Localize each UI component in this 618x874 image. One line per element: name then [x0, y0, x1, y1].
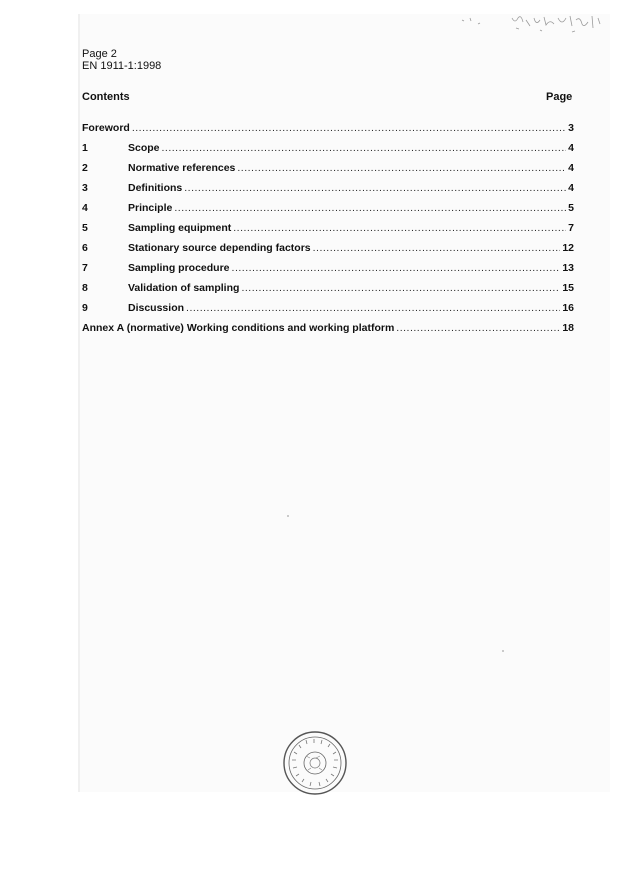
- toc-entry-number: 4: [82, 202, 88, 214]
- toc-entry-number: 6: [82, 242, 88, 254]
- toc-entry-number: 1: [82, 142, 88, 154]
- toc-entry-number: 9: [82, 302, 88, 314]
- toc-entry-title: Sampling procedure: [128, 262, 230, 274]
- toc-entry-title: Normative references: [128, 162, 236, 174]
- toc-entry[interactable]: [82, 202, 574, 222]
- toc-entry[interactable]: [82, 242, 574, 262]
- toc-entry-page: 18: [562, 322, 574, 334]
- toc-entry-page: 16: [562, 302, 574, 314]
- toc-entry[interactable]: [82, 122, 574, 142]
- toc-entry-title: Sampling equipment: [128, 222, 232, 234]
- toc-entry-page: 7: [568, 222, 574, 234]
- toc-entry-title: Discussion: [128, 302, 185, 314]
- toc-entry-number: 8: [82, 282, 88, 294]
- toc-dot-leader: [184, 182, 566, 194]
- toc-entry[interactable]: [82, 262, 574, 282]
- toc-entry-title: Stationary source depending factors: [128, 242, 311, 254]
- toc-entry-number: 3: [82, 182, 88, 194]
- toc-entry[interactable]: [82, 302, 574, 322]
- toc-entry[interactable]: [82, 142, 574, 162]
- toc-entry-page: 5: [568, 202, 574, 214]
- page-column-heading: Page: [546, 91, 573, 103]
- handwritten-annotation-icon: [452, 12, 608, 40]
- toc-entry-page: 4: [568, 182, 574, 194]
- toc-entry[interactable]: [82, 222, 574, 242]
- toc-entry-page: 12: [562, 242, 574, 254]
- toc-dot-leader: [313, 242, 561, 254]
- toc-entry-page: 15: [562, 282, 574, 294]
- toc-entry[interactable]: [82, 182, 574, 202]
- toc-dot-leader: [162, 142, 567, 154]
- toc-entry-title: Annex A (normative) Working conditions and working platform: [82, 322, 395, 334]
- toc-entry-number: 5: [82, 222, 88, 234]
- toc-entry[interactable]: [82, 282, 574, 302]
- standard-reference-line: EN 1911-1:1998: [82, 60, 162, 72]
- toc-entry-title: Definitions: [128, 182, 183, 194]
- page-header: [82, 48, 161, 72]
- scan-speck: [502, 650, 504, 652]
- toc-entry-title: Foreword: [82, 122, 130, 134]
- toc-dot-leader: [233, 222, 566, 234]
- contents-heading: Contents: [82, 91, 130, 103]
- toc-entry-page: 4: [568, 142, 574, 154]
- toc-entry[interactable]: [82, 322, 574, 342]
- toc-entry-title: Scope: [128, 142, 160, 154]
- toc-entry-title: Principle: [128, 202, 173, 214]
- toc-dot-leader: [396, 322, 560, 334]
- toc-entry-page: 4: [568, 162, 574, 174]
- toc-dot-leader: [186, 302, 560, 314]
- toc-dot-leader: [174, 202, 566, 214]
- scan-speck: [287, 515, 289, 517]
- circular-seal-icon: [282, 730, 348, 796]
- toc-entry-number: 2: [82, 162, 88, 174]
- toc-entry[interactable]: [82, 162, 574, 182]
- toc-entry-title: Validation of sampling: [128, 282, 240, 294]
- toc-entry-page: 3: [568, 122, 574, 134]
- toc-entry-number: 7: [82, 262, 88, 274]
- page-number-line: Page 2: [82, 48, 117, 60]
- toc-dot-leader: [232, 262, 561, 274]
- toc-dot-leader: [132, 122, 566, 134]
- toc-dot-leader: [241, 282, 560, 294]
- table-of-contents: [82, 122, 574, 342]
- toc-entry-page: 13: [562, 262, 574, 274]
- toc-dot-leader: [237, 162, 566, 174]
